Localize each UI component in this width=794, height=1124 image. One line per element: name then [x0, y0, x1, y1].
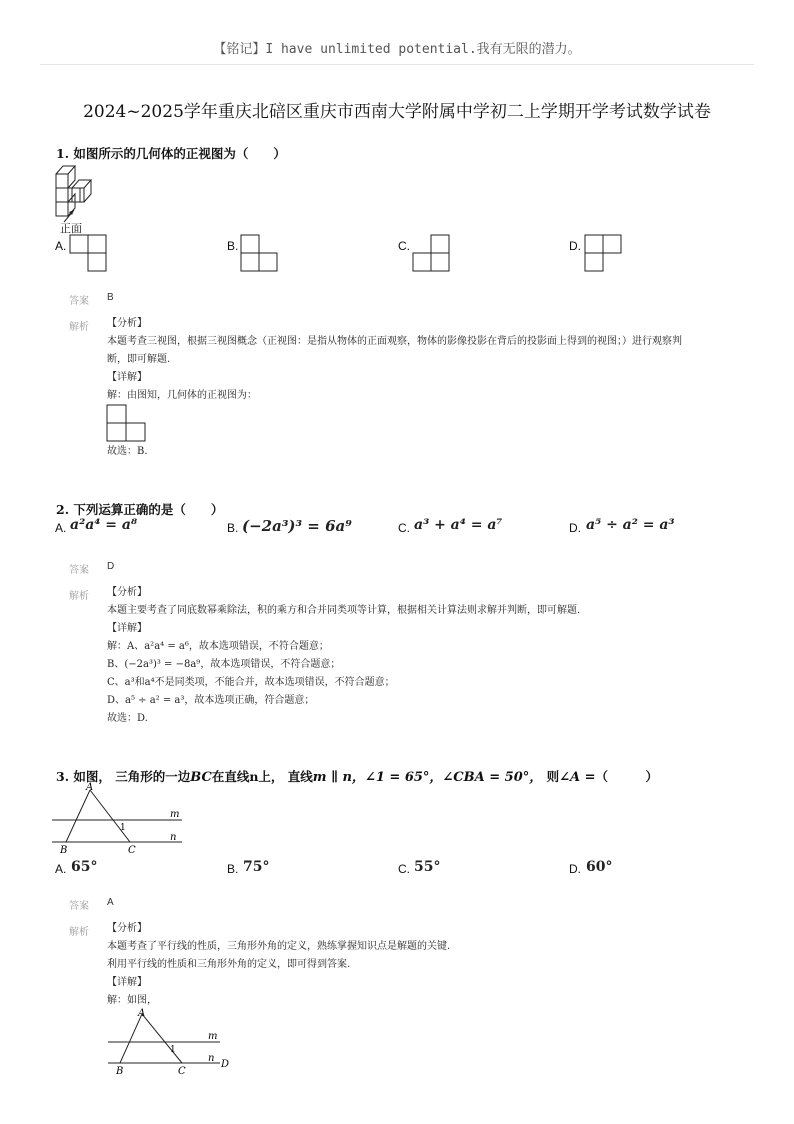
header-divider — [40, 64, 754, 65]
q3-analysis-label: 解析 — [69, 927, 89, 938]
q3-sol-fig-label-m: m — [208, 1031, 218, 1042]
q3-title-math: m ∥ n，∠1 = 65°，∠CBA = 50°， — [312, 770, 543, 785]
q3-sol-fig-label-1: 1 — [170, 1045, 176, 1055]
q3-triangle-figure — [52, 782, 187, 862]
q2-sol-line: 本题主要考查了同底数幂乘除法，积的乘方和合并同类项等计算，根据相关计算法则求解并判断，即可解题. — [107, 605, 581, 616]
q3-option-b-value: 75° — [243, 859, 270, 875]
q3-answer-label: 答案 — [69, 901, 89, 912]
q1-solution-figure — [107, 405, 149, 445]
q1-analysis-label: 解析 — [69, 322, 89, 333]
q3-fig-label-n: n — [170, 832, 177, 843]
q1-option-b-figure — [241, 235, 281, 275]
q2-solution — [107, 584, 580, 728]
q1-answer-value: B — [107, 292, 114, 303]
q3-title-prefix: 3. 如图， 三角形的一边 — [56, 769, 191, 784]
header-motto: 【铭记】I have unlimited potential.我有无限的潜力。 — [213, 42, 581, 57]
q3-sol-line: 【分析】 — [107, 923, 147, 934]
q2-option-c-math: a³ + a⁴ = a⁷ — [414, 517, 503, 533]
q1-option-d-figure — [585, 235, 625, 275]
q1-sol-line: 本题考查三视图，根据三视图概念（正视图：是指从物体的正面观察，物体的影像投影在背后的投影面上得到的视图；）进行观察判 — [107, 336, 682, 347]
q1-option-d[interactable]: D. — [569, 239, 581, 253]
q1-solution — [107, 315, 682, 405]
q1-answer-label: 答案 — [69, 296, 89, 307]
q2-option-b[interactable]: B. — [227, 521, 239, 535]
q1-sol-conclusion: 故选：B. — [107, 446, 148, 457]
q1-option-a[interactable]: A. — [55, 239, 67, 253]
q3-option-a[interactable]: A. — [55, 862, 67, 876]
q2-option-a[interactable]: A. — [55, 521, 67, 535]
q1-sol-line: 【详解】 — [107, 372, 147, 383]
q3-fig-label-c: C — [128, 845, 136, 856]
q1-option-b[interactable]: B. — [227, 239, 239, 253]
q3-sol-fig-label-c: C — [178, 1066, 186, 1077]
q2-option-a-math: a²a⁴ = a⁸ — [70, 517, 138, 533]
q2-answer-value: D — [107, 561, 115, 572]
q1-sol-line: 【分析】 — [107, 318, 147, 329]
q3-sol-line: 利用平行线的性质和三角形外角的定义，即可得到答案. — [107, 959, 351, 970]
q3-option-b[interactable]: B. — [227, 862, 239, 876]
q2-sol-line: 故选：D. — [107, 713, 148, 724]
q3-sol-fig-label-n: n — [208, 1053, 215, 1064]
q3-fig-label-a: A — [86, 782, 94, 793]
q3-sol-line: 【详解】 — [107, 977, 147, 988]
q3-title-end: （ ） — [595, 769, 659, 784]
q2-sol-line: C、a³和a⁴不是同类项，不能合并，故本选项错误，不符合题意； — [107, 677, 395, 688]
q3-title-mid: 在直线n上， 直线 — [211, 769, 313, 784]
q2-option-b-math: (−2a³)³ = 6a⁹ — [242, 517, 352, 535]
q2-sol-line: D、a⁵ ÷ a² = a³，故本选项正确，符合题意； — [107, 695, 315, 706]
q1-figure-front-label: 正面 — [60, 223, 82, 235]
q2-sol-line: 解：A、a²a⁴ = a⁶，故本选项错误，不符合题意； — [107, 641, 329, 652]
q3-option-c[interactable]: C. — [398, 862, 410, 876]
q3-option-a-value: 65° — [71, 859, 98, 875]
q2-sol-line: 【详解】 — [107, 623, 147, 634]
q3-title-angle: ∠A = — [559, 770, 596, 785]
q2-analysis-label: 解析 — [69, 591, 89, 602]
page-title: 2024~2025学年重庆北碚区重庆市西南大学附属中学初二上学期开学考试数学试卷 — [83, 102, 711, 122]
q1-option-c[interactable]: C. — [398, 239, 410, 253]
q1-title: 1. 如图所示的几何体的正视图为（ ） — [56, 146, 286, 161]
q3-sol-line: 本题考查了平行线的性质，三角形外角的定义，熟练掌握知识点是解题的关键. — [107, 941, 451, 952]
q3-option-d[interactable]: D. — [569, 862, 581, 876]
q2-answer-label: 答案 — [69, 565, 89, 576]
q3-option-c-value: 55° — [414, 859, 441, 875]
q2-title: 2. 下列运算正确的是（ ） — [56, 502, 224, 517]
q3-sol-fig-label-d: D — [221, 1059, 230, 1070]
q3-title-bc: BC — [190, 770, 212, 785]
q3-sol-fig-label-b: B — [116, 1066, 124, 1077]
q2-option-d[interactable]: D. — [569, 521, 581, 535]
q1-sol-line: 断，即可解题. — [107, 354, 171, 365]
q3-option-d-value: 60° — [586, 859, 613, 875]
q1-sol-line: 解：由图知，几何体的正视图为： — [107, 390, 257, 401]
q3-fig-label-m: m — [170, 809, 180, 820]
q2-option-d-math: a⁵ ÷ a² = a³ — [586, 517, 675, 533]
q3-answer-value: A — [107, 897, 114, 908]
q3-sol-line: 解：如图， — [107, 995, 157, 1006]
q3-fig-label-b: B — [60, 845, 68, 856]
q1-option-c-figure — [413, 235, 453, 275]
q2-sol-line: B、(−2a³)³ = −8a⁹，故本选项错误，不符合题意； — [107, 659, 341, 670]
q3-solution — [107, 920, 450, 1010]
q2-option-c[interactable]: C. — [398, 521, 410, 535]
q3-solution-figure — [108, 1010, 243, 1080]
q3-title-suffix: 则 — [542, 769, 560, 784]
q2-sol-line: 【分析】 — [107, 587, 147, 598]
q3-fig-label-1: 1 — [120, 823, 126, 833]
q1-option-a-figure — [70, 235, 110, 275]
q3-sol-fig-label-a: A — [138, 1008, 146, 1019]
